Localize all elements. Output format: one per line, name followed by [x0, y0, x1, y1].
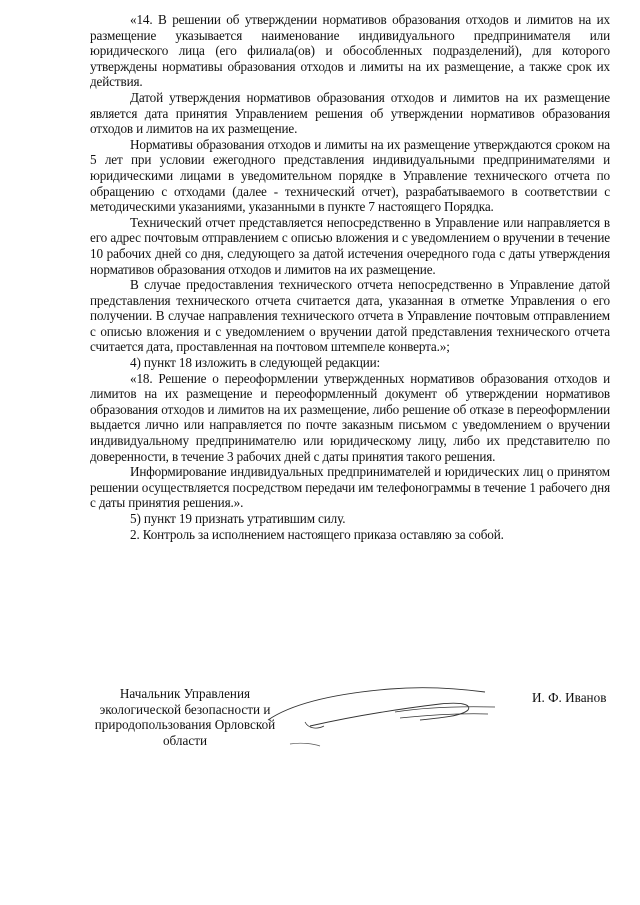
position-line: Начальник Управления	[119, 686, 251, 701]
paragraph-item-18: «18. Решение о переоформлении утвержденных нормативов образования отходов и лимитов на их размещение и переоформленный документ об утверждении нормативов образования отходов и лимитов на их размещение, либо решение об отказе в переоформлении выдается лично или направляется по почте заказным письмом с уведомлением о вручении индивидуальному предпринимателю или юридическому лицу, либо их представителю по доверенности, в течение 3 рабочих дней с даты принятия такого решения.	[90, 370, 610, 464]
position-line: экологической безопасности и	[99, 701, 271, 717]
paragraph-approval-date: Датой утверждения нормативов образования отходов и лимитов на их размещение является дата принятия Управлением решения об утверждении нормативов образования отходов и лимитов на их размещение.	[90, 89, 610, 137]
paragraph-control: 2. Контроль за исполнением настоящего приказа оставляю за собой.	[130, 526, 504, 542]
signatory-name: И. Ф. Иванов	[532, 690, 607, 705]
signature-block	[0, 680, 640, 770]
handwritten-signature	[250, 680, 540, 750]
position-line: области	[162, 732, 208, 748]
paragraph-item-18-intro: 4) пункт 18 изложить в следующей редакции:	[130, 355, 381, 371]
paragraph-item-14: «14. В решении об утверждении нормативов образования отходов и лимитов на их размещение указывается наименование индивидуального предпринимателя или юридического лица (его филиала(ов) и обособленных подразделений), для которого утверждены нормативы образования отходов и лимиты на их размещение, а также срок их действия.	[90, 12, 610, 90]
document-body	[90, 12, 610, 542]
paragraph-technical-report: Технический отчет представляется непосредственно в Управление или направляется в его адрес почтовым отправлением с описью вложения и с уведомлением о вручении в течение 10 рабочих дней со дня, следующего за датой истечения очередного года с даты утверждения нормативов образования отходов и лимитов на их размещение.	[90, 214, 610, 277]
paragraph-report-date: В случае предоставления технического отчета непосредственно в Управление датой представления технического отчета считается дата, указанная в отметке Управления о его получении. В случае направления технического отчета в Управление почтовым отправлением с описью вложения и с уведомлением о вручении датой представления технического отчета считается дата, проставленная на почтовом штемпеле конверта.»;	[90, 277, 610, 355]
position-line: природопользования Орловской	[94, 717, 276, 733]
paragraph-standards-term: Нормативы образования отходов и лимиты на их размещение утверждаются сроком на 5 лет при условии ежегодного представления индивидуальными предпринимателями и юридическими лицами в уведомительном порядке в Управление технического отчета по обращению с отходами (далее - технический отчет), разрабатываемого в соответствии с методическими указаниями, указанными в пункте 7 настоящего Порядка.	[90, 136, 610, 215]
paragraph-item-19: 5) пункт 19 признать утратившим силу.	[130, 511, 346, 526]
paragraph-informing: Информирование индивидуальных предпринимателей и юридических лиц о принятом решении осуществляется посредством передачи им телефонограммы в течение 1 рабочего дня с даты принятия решения.».	[90, 464, 610, 511]
